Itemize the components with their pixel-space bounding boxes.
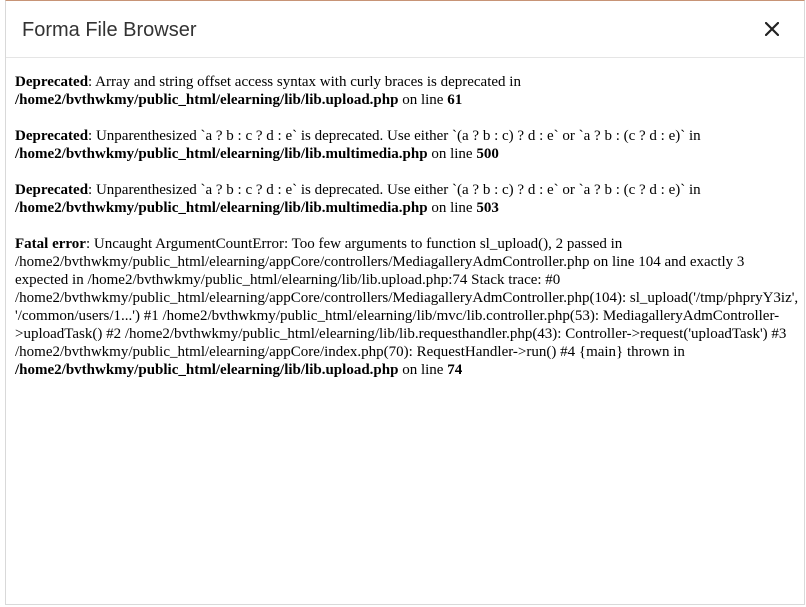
error-on-line: on line — [427, 146, 477, 162]
error-file: /home2/bvthwkmy/public_html/elearning/lib/lib.upload.php — [15, 362, 399, 378]
error-type: Deprecated — [15, 128, 89, 144]
error-message — [15, 73, 799, 109]
error-file: /home2/bvthwkmy/public_html/elearning/lib/lib.multimedia.php — [15, 146, 428, 162]
error-text: : Unparenthesized `a ? b : c ? d : e` is deprecated. Use either `(a ? b : c) ? d : e` or `a ? b : (c ? d : e)` in — [88, 128, 701, 144]
file-browser-modal — [5, 0, 805, 605]
error-on-line: on line — [427, 200, 477, 216]
error-text: : Uncaught ArgumentCountError: Too few arguments to function sl_upload(), 2 passed in /home2/bvthwkmy/public_html/elearning/appCore/controllers/MediagalleryAdmController.php on line 104 and exactly 3 expected in /home2/bvthwkmy/public_html/elearning/lib/lib.upload.php:74 Stack trace: #0 /home2/bvthwkmy/public_html/elearning/appCore/controllers/MediagalleryAdmController.php(104): sl_upload('/tmp/phpryY3iz', '/common/users/1...') #1 /home2/bvthwkmy/public_html/elearning/lib/mvc/lib.controller.php(53): MediagalleryAdmController->uploadTask() #2 /home2/bvthwkmy/public_html/elearning/lib/lib.requesthandler.php(43): Controller->request('uploadTask') #3 /home2/bvthwkmy/public_html/elearning/appCore/index.php(70): RequestHandler->run() #4 {main} thrown in — [15, 236, 799, 360]
error-message — [15, 127, 799, 163]
close-button[interactable] — [760, 17, 784, 41]
error-line: 503 — [476, 200, 499, 216]
error-on-line: on line — [398, 362, 448, 378]
error-line: 61 — [447, 92, 463, 108]
close-icon — [765, 22, 779, 36]
error-message — [15, 181, 799, 217]
modal-header — [6, 1, 804, 58]
error-type: Fatal error — [15, 236, 86, 252]
error-line: 74 — [447, 362, 463, 378]
error-file: /home2/bvthwkmy/public_html/elearning/lib/lib.upload.php — [15, 92, 399, 108]
error-text: : Array and string offset access syntax with curly braces is deprecated in — [88, 74, 521, 90]
error-message — [15, 235, 799, 379]
error-line: 500 — [476, 146, 499, 162]
error-file: /home2/bvthwkmy/public_html/elearning/lib/lib.multimedia.php — [15, 200, 428, 216]
error-type: Deprecated — [15, 182, 89, 198]
error-on-line: on line — [398, 92, 448, 108]
modal-title: Forma File Browser — [22, 19, 197, 41]
error-text: : Unparenthesized `a ? b : c ? d : e` is deprecated. Use either `(a ? b : c) ? d : e` or `a ? b : (c ? d : e)` in — [88, 182, 701, 198]
modal-body — [15, 73, 799, 397]
error-type: Deprecated — [15, 74, 89, 90]
